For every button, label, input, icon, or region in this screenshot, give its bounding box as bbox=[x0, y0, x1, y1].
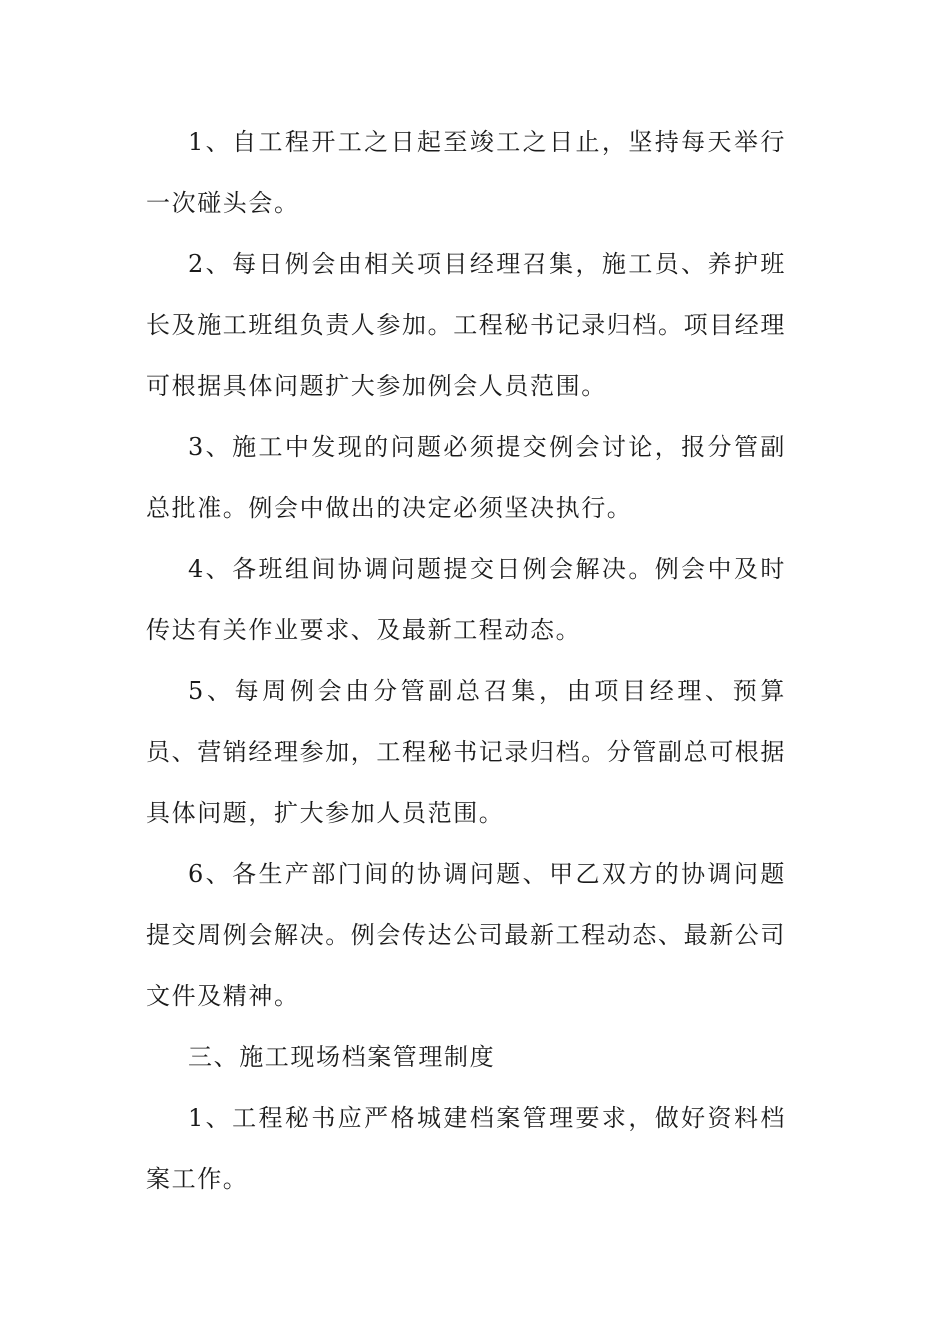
paragraph-1: 1、自工程开工之日起至竣工之日止，坚持每天举行一次碰头会。 bbox=[146, 128, 786, 217]
paragraph-4: 4、各班组间协调问题提交日例会解决。例会中及时传达有关作业要求、及最新工程动态。 bbox=[146, 555, 786, 644]
paragraph-3: 3、施工中发现的问题必须提交例会讨论，报分管副总批准。例会中做出的决定必须坚决执行。 bbox=[146, 433, 786, 522]
paragraph-5: 5、每周例会由分管副总召集，由项目经理、预算员、营销经理参加，工程秘书记录归档。分管副总可根据具体问题，扩大参加人员范围。 bbox=[146, 677, 786, 827]
section-paragraph-1: 1、工程秘书应严格城建档案管理要求，做好资料档案工作。 bbox=[146, 1104, 786, 1193]
document-body bbox=[146, 112, 786, 1210]
paragraph-2: 2、每日例会由相关项目经理召集，施工员、养护班长及施工班组负责人参加。工程秘书记录归档。项目经理可根据具体问题扩大参加例会人员范围。 bbox=[146, 250, 786, 400]
paragraph-6: 6、各生产部门间的协调问题、甲乙双方的协调问题提交周例会解决。例会传达公司最新工程动态、最新公司文件及精神。 bbox=[146, 860, 786, 1010]
section-heading: 三、施工现场档案管理制度 bbox=[188, 1043, 496, 1071]
